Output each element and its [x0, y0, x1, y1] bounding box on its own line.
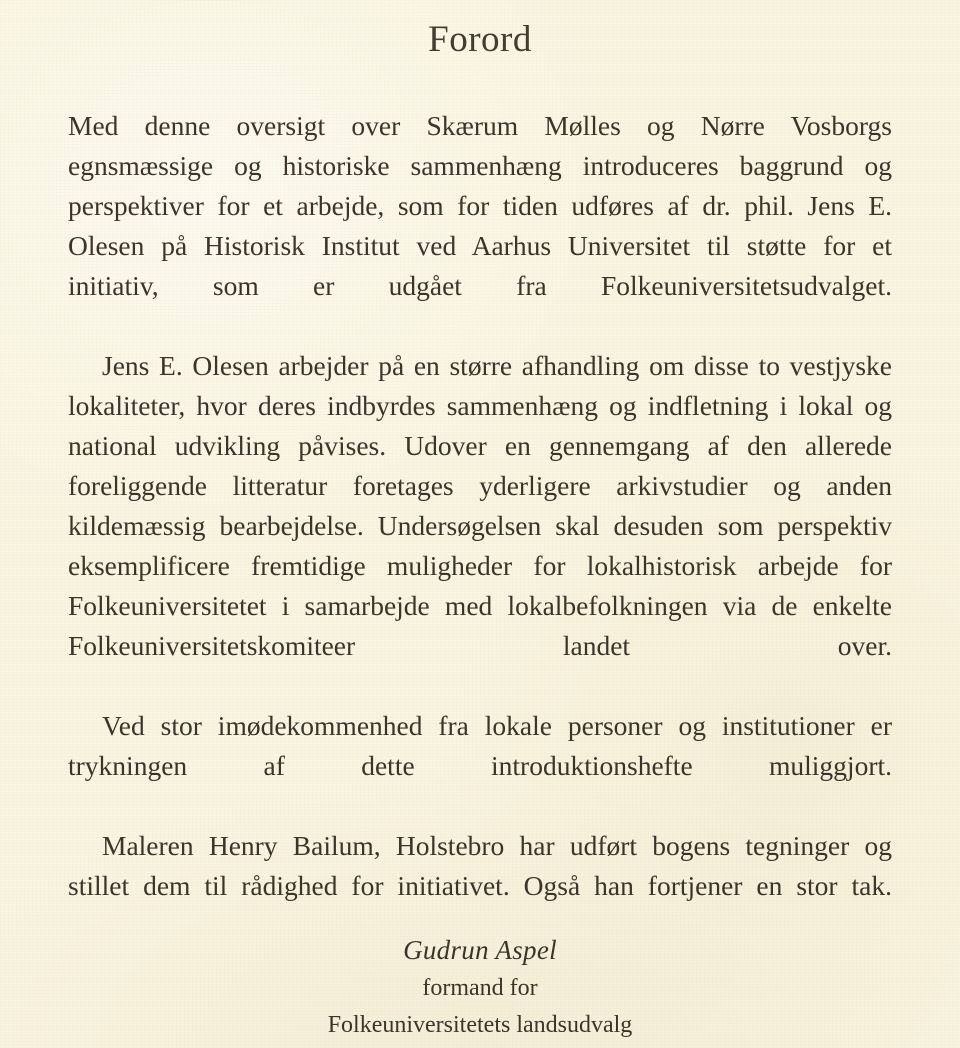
signature-organisation: Folkeuniversitetets landsudvalg	[327, 1012, 633, 1038]
page-title: Forord	[428, 19, 532, 60]
paragraph-4: Maleren Henry Bailum, Holstebro har udført bogens tegninger og stillet dem til rådighed for initiativet. Også han fortjener en stor tak.	[68, 830, 892, 902]
paragraph-1: Med denne oversigt over Skærum Mølles og Nørre Vosborgs egnsmæssige og historiske sammenhæng introduceres baggrund og perspektiver for et arbejde, som for tiden udføres af dr. phil. Jens E. Olesen på Historisk Institut ved Aarhus Universitet til støtte for et initiativ, som er udgået fra Folkeuniversitetsudvalget.	[68, 110, 892, 302]
signature-block	[68, 930, 892, 1044]
body-text-block	[68, 106, 892, 946]
signature-name: Gudrun Aspel	[403, 935, 557, 965]
signature-role: formand for	[422, 975, 538, 1001]
paragraph-2: Jens E. Olesen arbejder på en større afhandling om disse to vestjyske lokaliteter, hvor deres indbyrdes sammenhæng og indfletning i lokal og national udvikling påvises. Udover en gennemgang af den allerede foreliggende litteratur foretages yderligere arkivstudier og anden kildemæssig bearbejdelse. Undersøgelsen skal desuden som perspektiv eksemplificere fremtidige muligheder for lokalhistorisk arbejde for Folkeuniversitetet i samarbejde med lokalbefolkningen via de enkelte Folkeuniversitetskomiteer landet over.	[68, 350, 892, 662]
paragraph-3: Ved stor imødekommenhed fra lokale personer og institutioner er trykningen af dette introduktionshefte muliggjort.	[68, 710, 892, 782]
